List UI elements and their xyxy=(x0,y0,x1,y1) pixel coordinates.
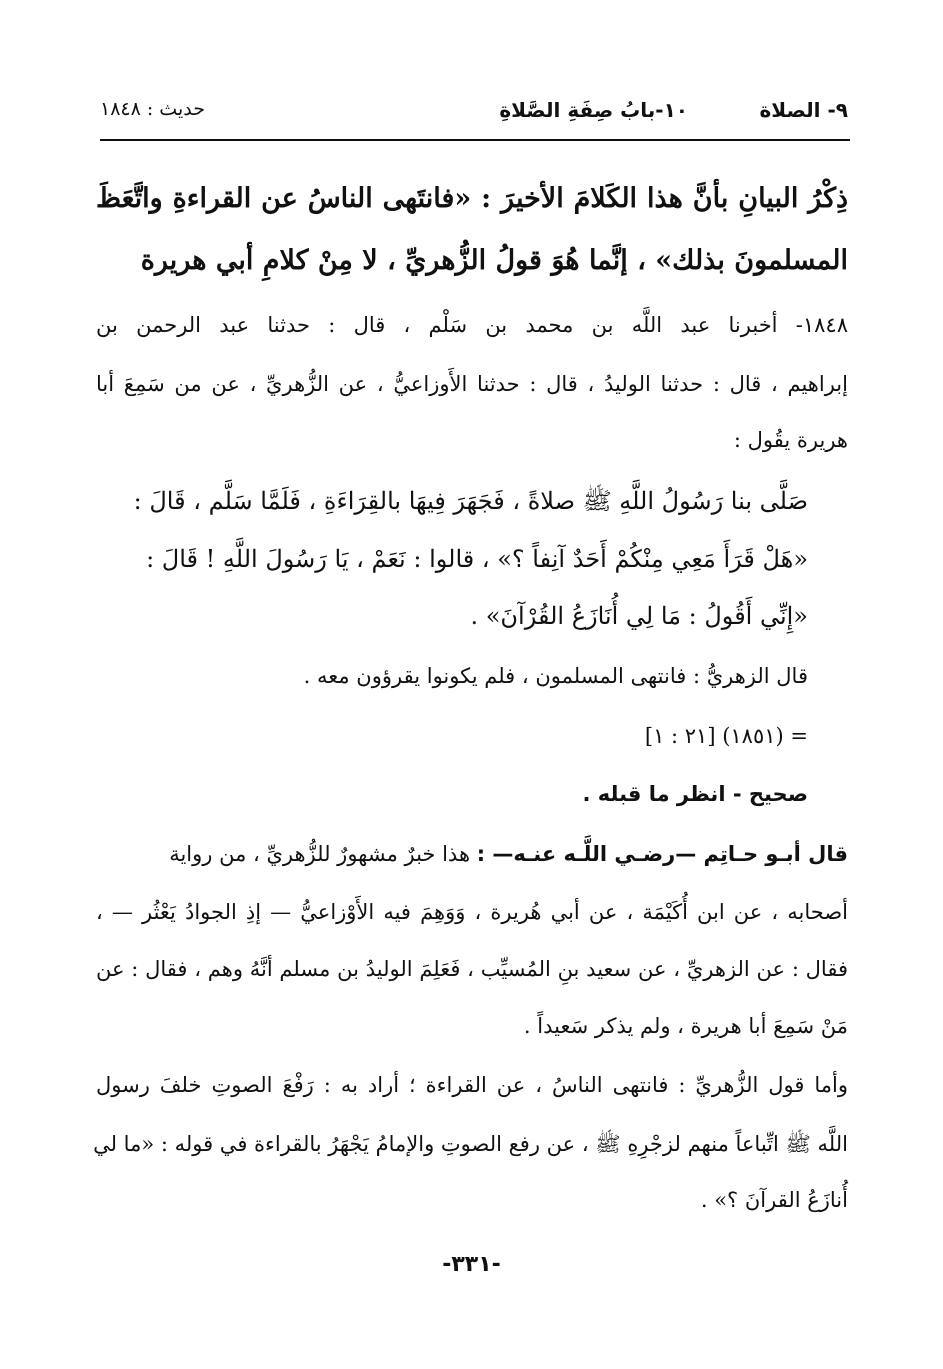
isnad-line-1: ١٨٤٨- أخبرنا عبد اللَّه بن محمد بن سَلْم ، قال : حدثنا عبد الرحمن بن xyxy=(96,313,848,337)
isnad-line-2: إبراهيم ، قال : حدثنا الوليدُ ، قال : حدثنا الأَوزاعيُّ ، عن الزُّهريِّ ، عن من سَمِعَ أبا xyxy=(96,372,848,396)
chapter-title-line-1: ذِكْرُ البيانِ بأنَّ هذا الكَلامَ الأخيرَ : «فانتَهى الناسُ عن القراءةِ واتَّعَظَ xyxy=(96,183,848,214)
matn-line-3: «إِنِّي أَقُولُ : مَا لِي أُنَازَعُ القُرْآنَ» . xyxy=(470,602,808,630)
cross-reference: = (١٨٥١) [٢١ : ١] xyxy=(644,724,808,748)
commentary-line-2: أصحابه ، عن ابن أُكَيْمَة ، عن أبي هُريرة ، وَوَهِمَ فيه الأَوْزاعيُّ — إذِ الجوادُ يَعْثُر — ، xyxy=(96,900,848,924)
isnad-line-3: هريرة يقُول : xyxy=(733,428,848,452)
commentary-line-3: فقال : عن الزهريِّ ، عن سعيد بنِ المُسيِّب ، فَعَلِمَ الوليدُ بن مسلم أنَّهُ وهم ، فقال : عن xyxy=(96,957,848,981)
commentary-line-1 xyxy=(96,842,848,866)
explanation-line-1: وأما قول الزُّهريِّ : فانتهى الناسُ ، عن القراءة ؛ أراد به : رَفْعَ الصوتِ خلفَ رسول xyxy=(96,1073,848,1097)
hadith-grading: صحيح - انظر ما قبله . xyxy=(582,782,808,806)
matn-line-1: صَلَّى بنا رَسُولُ اللَّهِ ﷺ صلاةً ، فَجَهَرَ فِيهَا بالقِرَاءَةِ ، فَلَمَّا سَلَّم ، قَالَ : xyxy=(133,487,808,515)
running-header xyxy=(100,98,848,134)
zuhri-statement: قال الزهريُّ : فانتهى المسلمون ، فلم يكونوا يقرؤون معه . xyxy=(303,664,808,688)
matn-line-2: «هَلْ قَرَأَ مَعِي مِنْكُمْ أَحَدٌ آنِفاً ؟» ، قالوا : نَعَمْ ، يَا رَسُولَ اللَّهِ ! قَالَ : xyxy=(146,545,808,573)
header-divider xyxy=(100,139,850,141)
commentary-line-4: مَنْ سَمِعَ أبا هريرة ، ولم يذكر سَعيداً . xyxy=(523,1014,848,1038)
section-name: ١٠-بابُ صِفَةِ الصَّلاةِ xyxy=(499,98,688,122)
page-number: -٣٣١- xyxy=(442,1252,501,1277)
chapter-name: ٩- الصلاة xyxy=(759,98,848,122)
hadith-reference: حديث : ١٨٤٨ xyxy=(100,98,205,120)
commentary-author: قال أبـو حـاتِم —رضـي اللَّـه عنـه— : xyxy=(476,842,848,866)
commentary-text: هذا خبرٌ مشهورٌ للزُّهريِّ ، من رواية xyxy=(169,842,477,866)
chapter-title-line-2: المسلمونَ بذلك» ، إنَّما هُوَ قولُ الزُّهريِّ ، لا مِنْ كلامِ أبي هريرة xyxy=(140,245,848,276)
explanation-line-3: أُنازَعُ القرآنَ ؟» . xyxy=(700,1188,848,1212)
explanation-line-2: اللَّه ﷺ اتِّباعاً منهم لزجْرِهِ ﷺ ، عن رفع الصوتِ والإمامُ يَجْهَرُ بالقراءة في قوله : «ما لي xyxy=(93,1132,848,1156)
